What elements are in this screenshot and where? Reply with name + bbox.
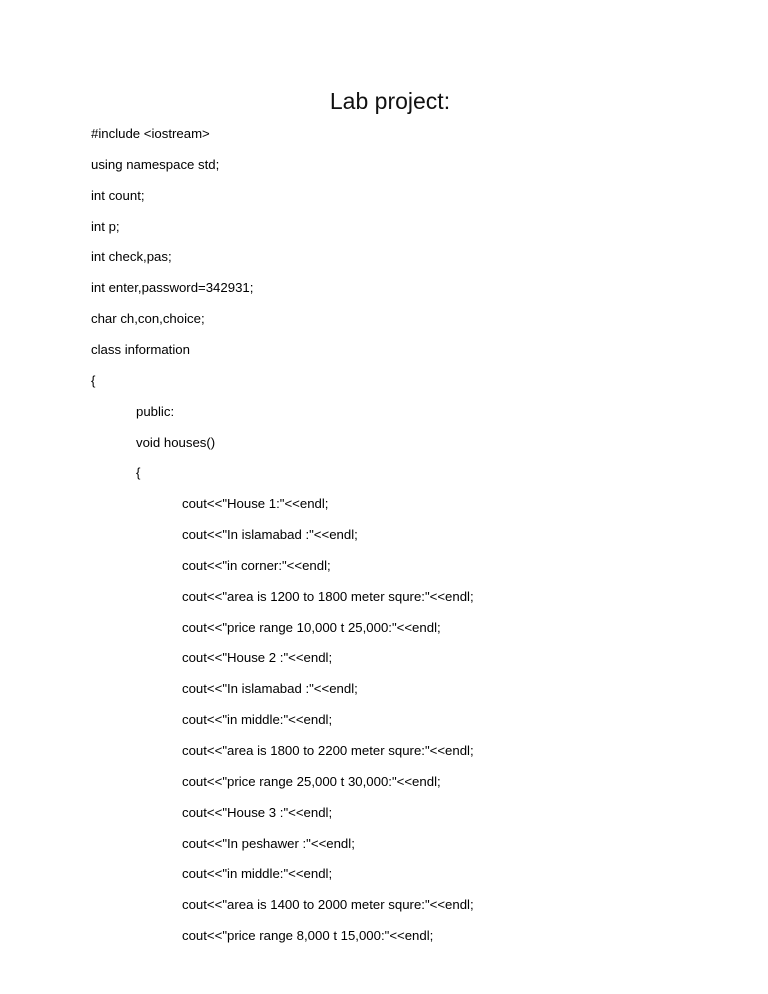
code-line: public:: [136, 403, 175, 419]
code-line: cout<<"in middle:"<<endl;: [182, 866, 333, 882]
code-line: cout<<"price range 10,000 t 25,000:"<<endl;: [182, 619, 441, 635]
code-line: cout<<"In peshawer :"<<endl;: [182, 835, 355, 851]
code-line: cout<<"area is 1400 to 2000 meter squre:"<<endl;: [182, 897, 474, 913]
code-line: class information: [91, 341, 190, 357]
code-line: cout<<"House 2 :"<<endl;: [182, 650, 333, 666]
document-title: Lab project:: [329, 88, 451, 114]
code-line: cout<<"In islamabad :"<<endl;: [182, 681, 358, 697]
code-line: void houses(): [136, 434, 216, 450]
code-line: cout<<"price range 25,000 t 30,000:"<<endl;: [182, 773, 441, 789]
code-line: cout<<"area is 1800 to 2200 meter squre:"<<endl;: [182, 743, 474, 758]
code-line: #include <iostream>: [91, 126, 210, 141]
code-line: {: [91, 372, 96, 388]
code-line: int count;: [91, 187, 145, 203]
code-line: cout<<"House 1:"<<endl;: [182, 496, 329, 512]
code-line: cout<<"In islamabad :"<<endl;: [182, 527, 358, 543]
code-line: cout<<"in corner:"<<endl;: [182, 557, 331, 573]
code-line: cout<<"in middle:"<<endl;: [182, 712, 333, 728]
code-line: {: [136, 465, 141, 481]
code-line: int p;: [91, 218, 120, 234]
code-line: int enter,password=342931;: [91, 280, 254, 296]
code-line: using namespace std;: [91, 156, 220, 172]
code-line: int check,pas;: [91, 249, 172, 265]
code-line: cout<<"area is 1200 to 1800 meter squre:"<<endl;: [182, 588, 474, 604]
code-line: cout<<"price range 8,000 t 15,000:"<<endl;: [182, 928, 434, 944]
code-line: char ch,con,choice;: [91, 311, 205, 327]
code-line: cout<<"House 3 :"<<endl;: [182, 804, 333, 820]
